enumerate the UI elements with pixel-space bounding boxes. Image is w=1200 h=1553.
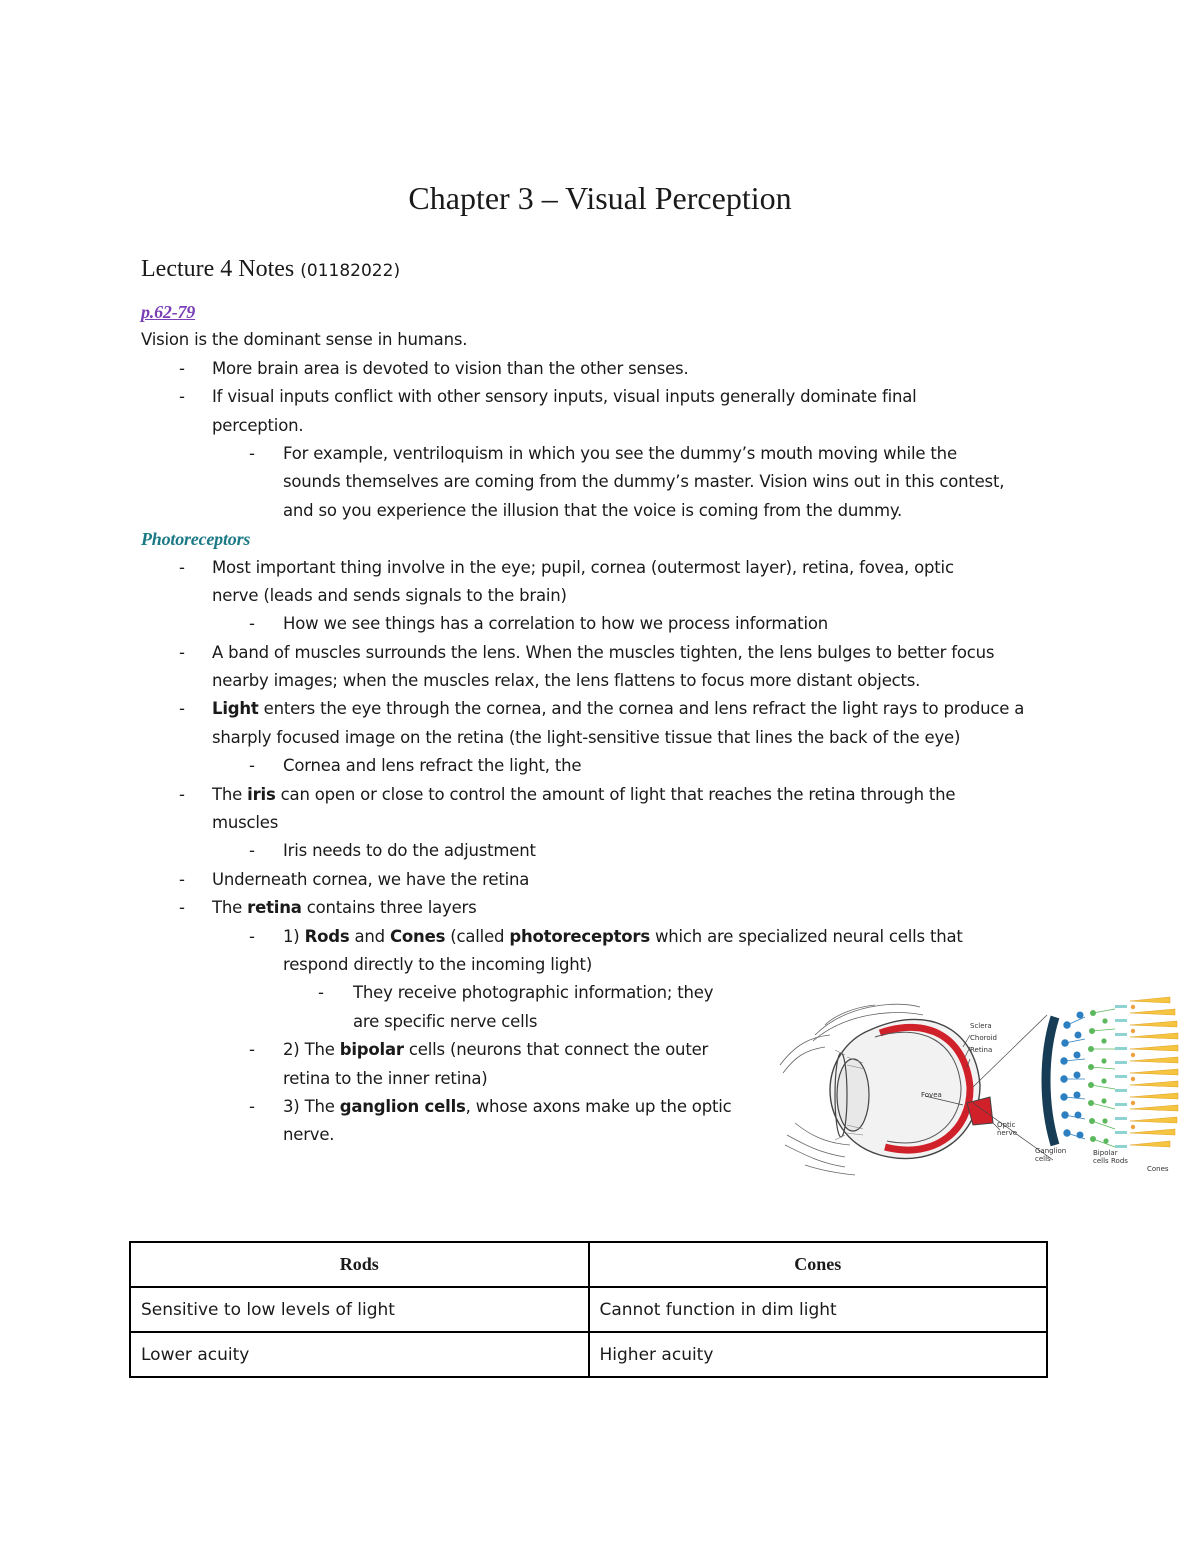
rods-vs-cones-table <box>129 1241 1048 1378</box>
lecture-date: (01182022) <box>300 261 401 281</box>
page-reference-link[interactable]: p.62-79 <box>141 302 196 322</box>
list-subitem-continuation: respond directly to the incoming light) <box>283 954 593 974</box>
list-subitem-continuation: and so you experience the illusion that the voice is coming from the dummy. <box>283 500 903 520</box>
table-cell: Higher acuity <box>589 1332 1048 1377</box>
table-cell: Lower acuity <box>130 1332 589 1377</box>
list-subitem-continuation: retina to the inner retina) <box>283 1068 488 1088</box>
table-row <box>130 1287 1047 1332</box>
list-subitem: - Cornea and lens refract the light, the <box>249 756 582 776</box>
label-fovea: Fovea <box>921 1091 942 1099</box>
list-subsubitem-continuation: are specific nerve cells <box>353 1011 538 1031</box>
list-subsubitem: - They receive photographic information; they <box>318 983 714 1003</box>
label-sclera: Sclera <box>970 1022 992 1030</box>
label-ganglion-2: cells <box>1035 1155 1051 1163</box>
list-item-continuation: perception. <box>212 415 304 435</box>
list-item-continuation: sharply focused image on the retina (the light-sensitive tissue that lines the back of the eye) <box>212 727 961 747</box>
label-rods: Rods <box>1111 1157 1128 1165</box>
list-item: - Most important thing involve in the eye; pupil, cornea (outermost layer), retina, fovea, optic <box>179 557 954 577</box>
label-ganglion-1: Ganglion <box>1035 1147 1067 1155</box>
list-item: - Light enters the eye through the cornea, and the cornea and lens refract the light rays to produce a <box>179 699 1025 719</box>
list-item-continuation: nerve (leads and sends signals to the brain) <box>212 585 567 605</box>
list-subitem: - 1) Rods and Cones (called photoreceptors which are specialized neural cells that <box>249 926 963 946</box>
list-item: - The iris can open or close to control the amount of light that reaches the retina through the <box>179 784 956 804</box>
list-item-continuation: nearby images; when the muscles relax, the lens flattens to focus more distant objects. <box>212 671 921 691</box>
list-subitem: - Iris needs to do the adjustment <box>249 841 536 861</box>
table-header-cones: Cones <box>589 1242 1048 1287</box>
label-choroid: Choroid <box>970 1034 998 1042</box>
list-subitem: - 2) The bipolar cells (neurons that connect the outer <box>249 1040 709 1060</box>
table-row <box>130 1332 1047 1377</box>
list-item: - More brain area is devoted to vision than the other senses. <box>179 358 689 378</box>
eye-anatomy-diagram <box>775 995 1180 1180</box>
list-subitem-continuation: sounds themselves are coming from the dummy’s master. Vision wins out in this contest, <box>283 472 1005 492</box>
label-bipolar-2: cells <box>1093 1157 1109 1165</box>
table-header-rods: Rods <box>130 1242 589 1287</box>
table-cell: Sensitive to low levels of light <box>130 1287 589 1332</box>
table-header-row <box>130 1242 1047 1287</box>
list-subitem: - How we see things has a correlation to how we process information <box>249 614 828 634</box>
label-retina: Retina <box>970 1046 993 1054</box>
list-item: - The retina contains three layers <box>179 898 477 918</box>
list-subitem: - 3) The ganglion cells, whose axons make up the optic <box>249 1096 732 1116</box>
list-subitem: - For example, ventriloquism in which you see the dummy’s mouth moving while the <box>249 443 957 463</box>
label-bipolar-1: Bipolar <box>1093 1149 1118 1157</box>
lecture-title: Lecture 4 Notes <box>141 256 295 282</box>
label-cones: Cones <box>1147 1165 1169 1173</box>
list-item: - Underneath cornea, we have the retina <box>179 869 530 889</box>
label-optic-2: nerve <box>997 1129 1018 1137</box>
chapter-title: Chapter 3 – Visual Perception <box>408 180 792 216</box>
list-subitem-continuation: nerve. <box>283 1125 335 1145</box>
intro-text: Vision is the dominant sense in humans. <box>141 330 468 350</box>
photoreceptors-heading: Photoreceptors <box>141 529 251 550</box>
list-item-continuation: muscles <box>212 813 279 833</box>
label-optic-1: Optic <box>997 1121 1016 1129</box>
lecture-heading <box>141 256 400 283</box>
list-item: - A band of muscles surrounds the lens. When the muscles tighten, the lens bulges to better focus <box>179 642 995 662</box>
table-cell: Cannot function in dim light <box>589 1287 1048 1332</box>
list-item: - If visual inputs conflict with other sensory inputs, visual inputs generally dominate final <box>179 387 917 407</box>
